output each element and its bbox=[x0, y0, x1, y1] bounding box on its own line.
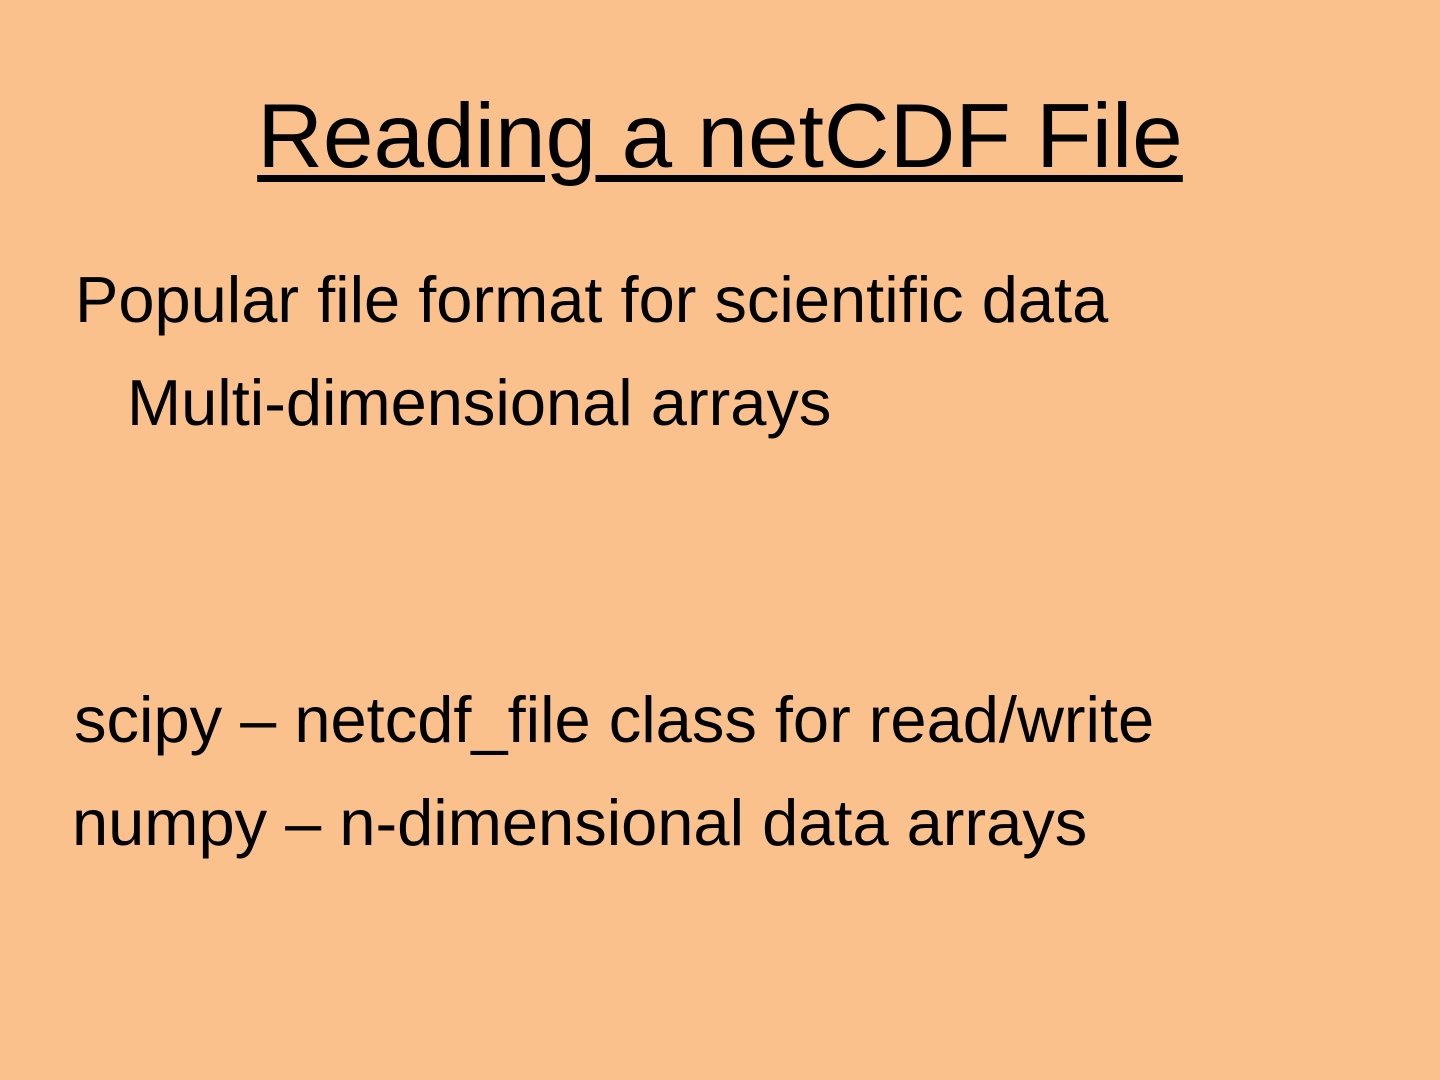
body-line-multi-dimensional-arrays: Multi-dimensional arrays bbox=[127, 366, 832, 439]
body-line-numpy: numpy – n-dimensional data arrays bbox=[72, 786, 1088, 859]
slide-title: Reading a netCDF File bbox=[257, 86, 1183, 187]
body-line-scipy: scipy – netcdf_file class for read/write bbox=[74, 683, 1155, 756]
body-line-popular-file-format: Popular file format for scientific data bbox=[75, 263, 1109, 336]
